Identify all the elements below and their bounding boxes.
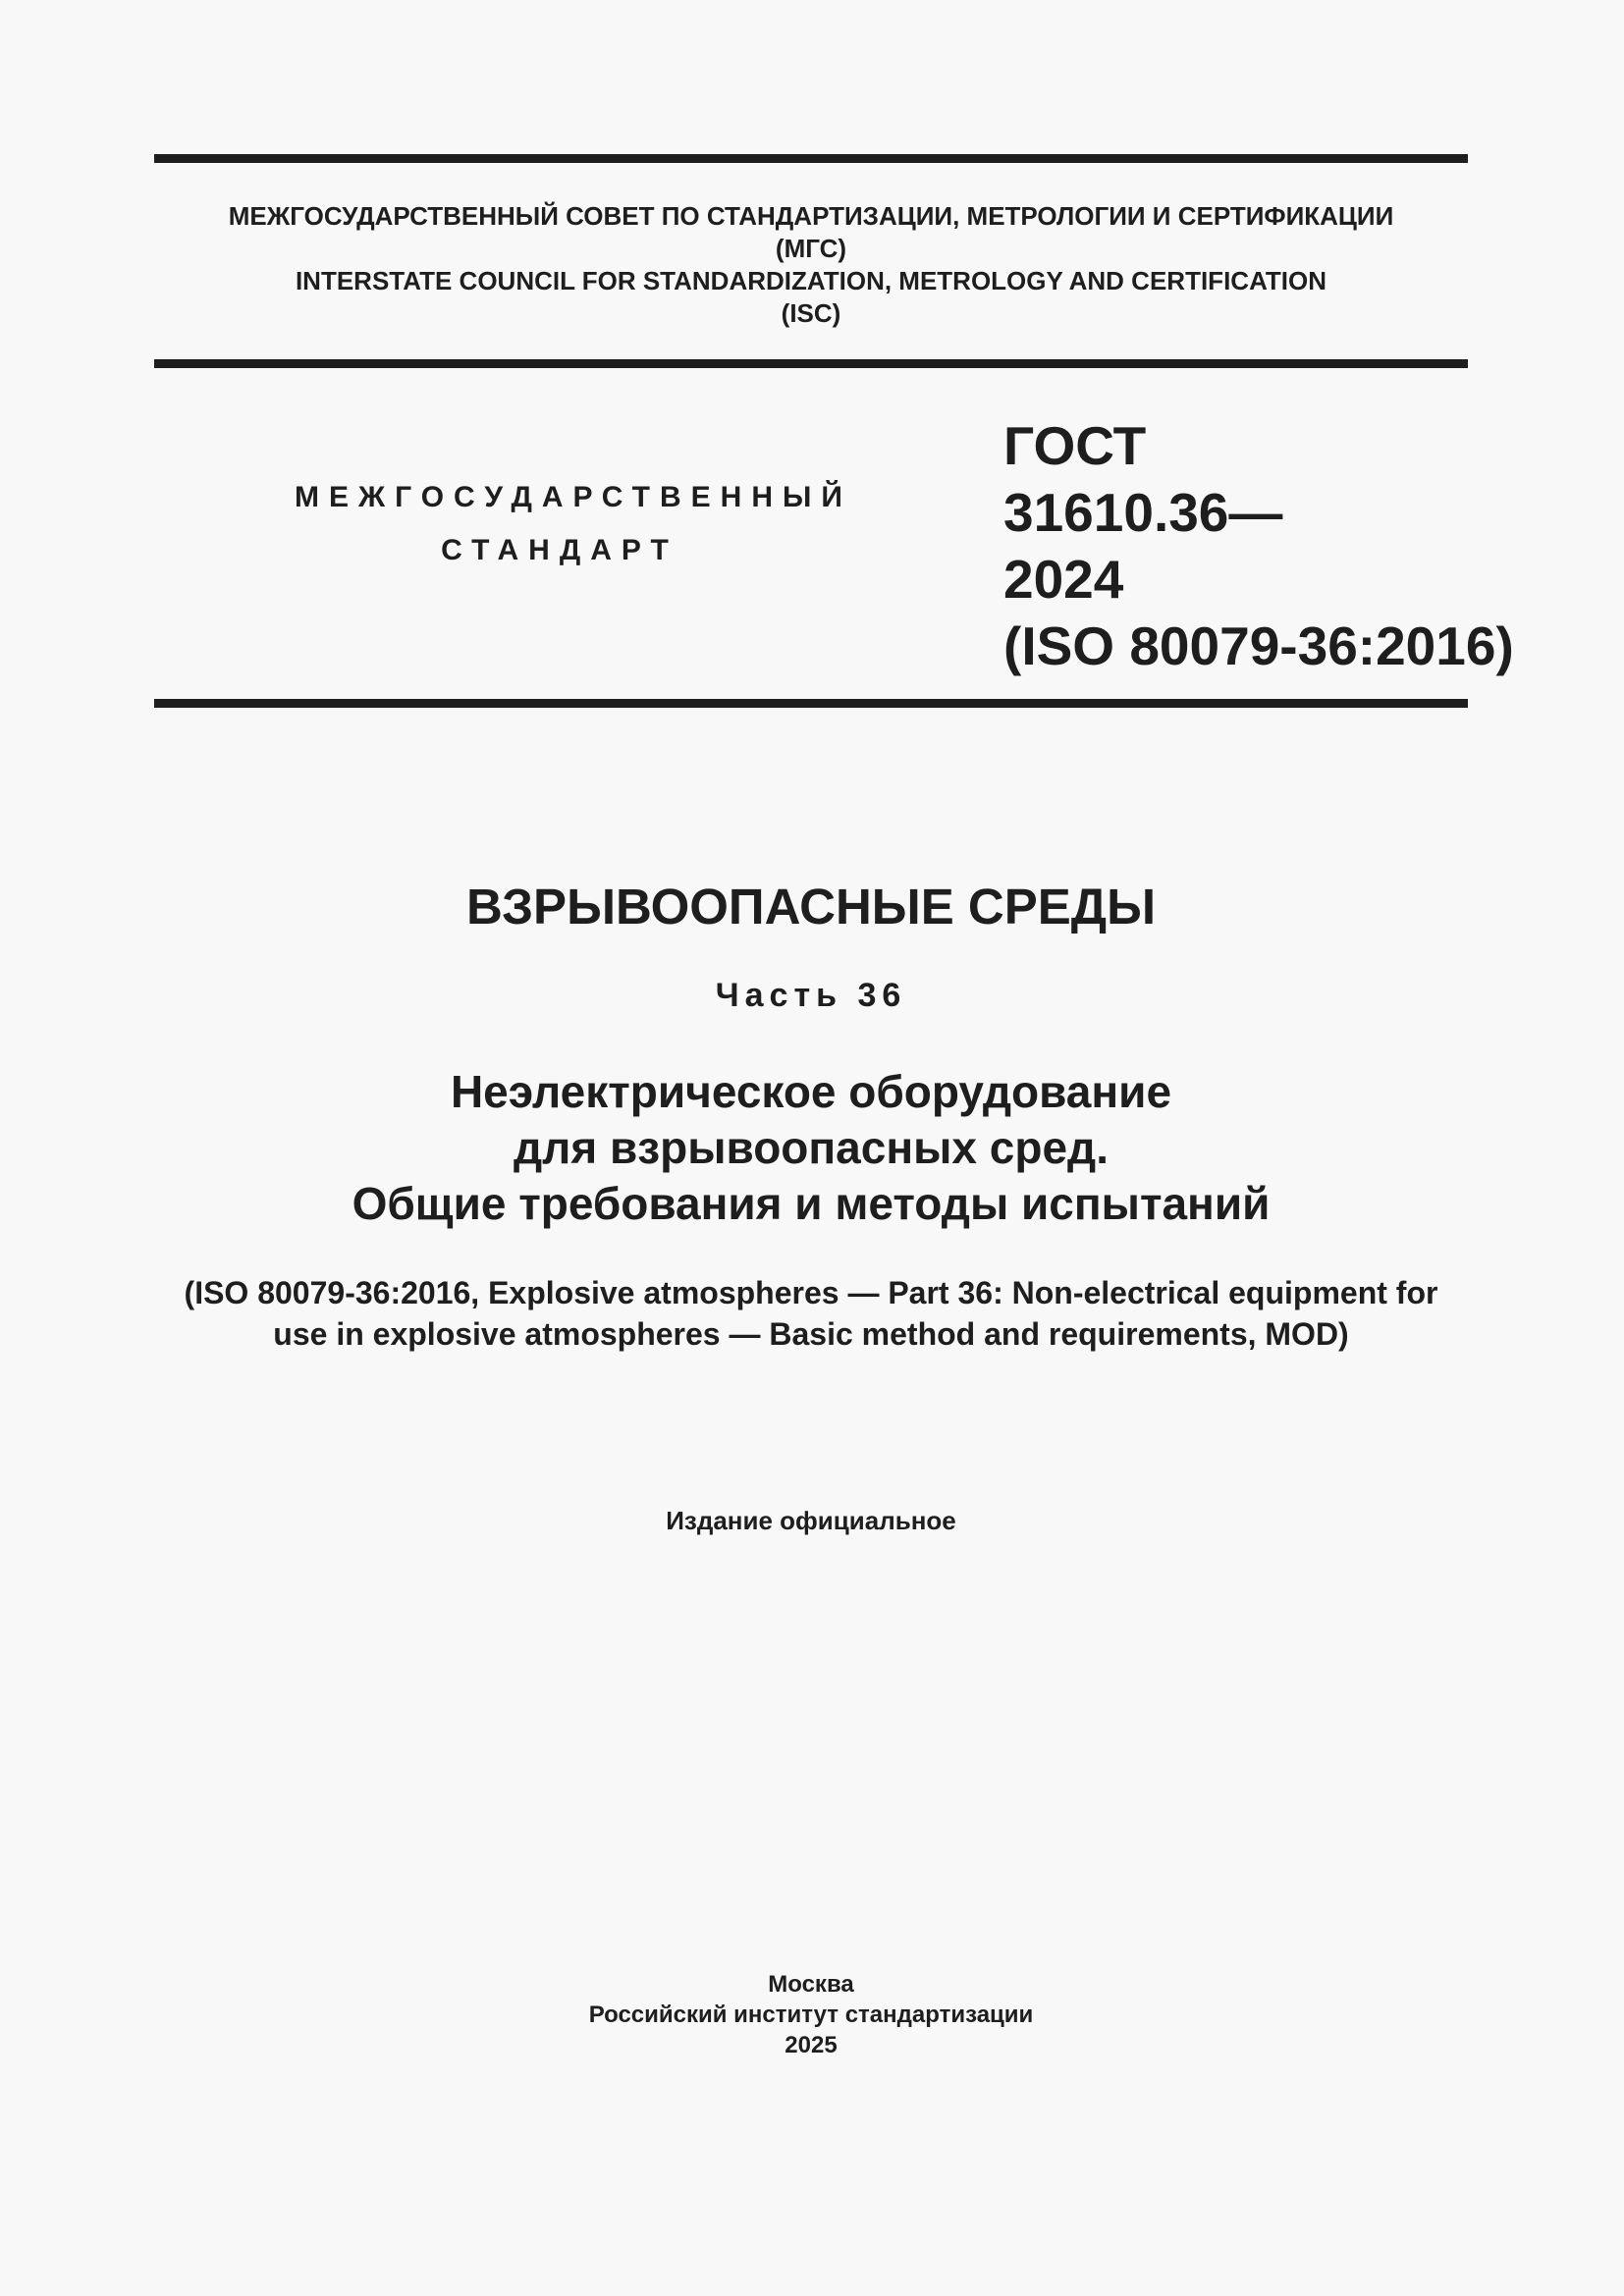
council-name-en: INTERSTATE COUNCIL FOR STANDARDIZATION, METROLOGY AND CERTIFICATION <box>295 266 1327 295</box>
imprint <box>154 1969 1468 2060</box>
standard-designation <box>1003 412 1514 679</box>
imprint-publisher: Российский институт стандартизации <box>588 2002 1034 2028</box>
part-number: Часть 36 <box>715 977 907 1014</box>
standard-kind-line2: СТАНДАРТ <box>441 534 678 566</box>
standard-kind <box>295 471 852 577</box>
council-abbr-ru: (МГС) <box>775 234 847 263</box>
imprint-year: 2025 <box>785 2032 838 2058</box>
subtitle <box>154 1064 1468 1232</box>
top-rule <box>154 154 1468 163</box>
edition-note: Издание официальное <box>666 1506 956 1535</box>
designation-line2: 31610.36— <box>1003 482 1283 543</box>
subtitle-line1: Неэлектрическое оборудование <box>450 1066 1172 1117</box>
iso-reference-line1: (ISO 80079-36:2016, Explosive atmospheres — Part 36: Non-electrical equipment for <box>184 1275 1438 1310</box>
designation-line4: (ISO 80079-36:2016) <box>1003 615 1514 676</box>
designation-line3: 2024 <box>1003 549 1124 610</box>
standard-kind-line1: МЕЖГОСУДАРСТВЕННЫЙ <box>295 481 852 513</box>
subtitle-line3: Общие требования и методы испытаний <box>352 1178 1271 1229</box>
iso-reference <box>147 1272 1475 1355</box>
main-title: ВЗРЫВООПАСНЫЕ СРЕДЫ <box>465 879 1157 934</box>
header-bottom-rule <box>154 359 1468 368</box>
iso-reference-line2: use in explosive atmospheres — Basic method and requirements, MOD) <box>273 1316 1349 1352</box>
imprint-city: Москва <box>768 1971 854 1998</box>
council-name-ru: МЕЖГОСУДАРСТВЕННЫЙ СОВЕТ ПО СТАНДАРТИЗАЦИИ, МЕТРОЛОГИИ И СЕРТИФИКАЦИИ <box>228 201 1394 231</box>
designation-line1: ГОСТ <box>1003 415 1147 476</box>
subtitle-line2: для взрывоопасных сред. <box>513 1122 1110 1173</box>
designation-bottom-rule <box>154 699 1468 708</box>
council-abbr-en: (ISC) <box>781 298 841 328</box>
council-header <box>154 200 1468 330</box>
